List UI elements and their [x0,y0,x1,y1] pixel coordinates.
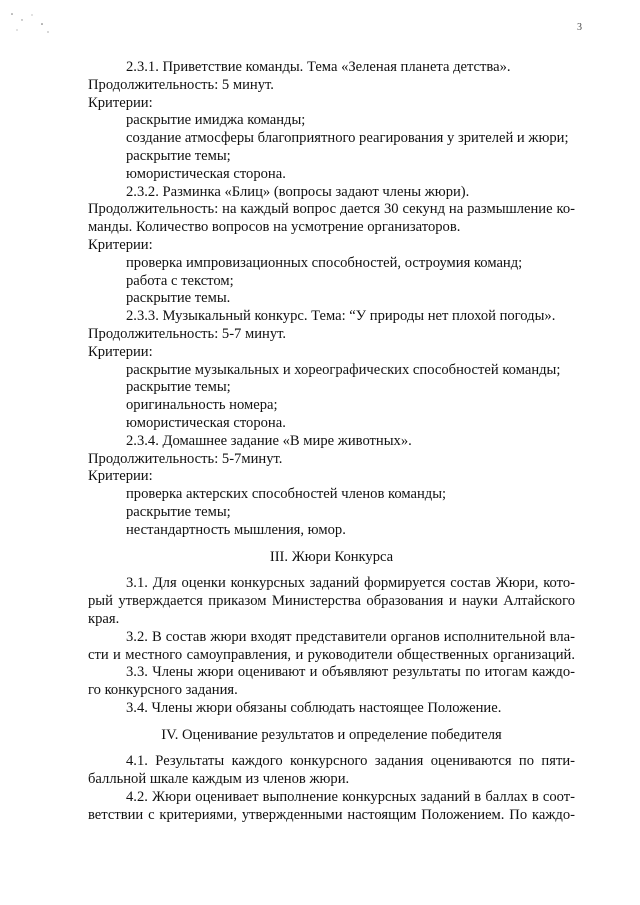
paragraph-3-1: рый утверждается приказом Министерства образования и науки Алтайского [88,593,575,610]
paragraph-3-4: 3.4. Члены жюри обязаны соблюдать настоящее Положение. [126,699,502,716]
criteria-label: Критерии: [88,236,153,253]
criteria-item: проверка актерских способностей членов команды; [126,486,447,503]
duration-line: Продолжительность: 5-7 минут. [88,325,287,342]
section-4-heading: IV. Оценивание результатов и определение победителя [161,726,502,743]
criteria-item: проверка импровизационных способностей, остроумия команд; [126,254,523,271]
subsection-2-3-3: 2.3.3. Музыкальный конкурс. Тема: “У природы нет плохой погоды». [126,308,556,325]
duration-line: Продолжительность: на каждый вопрос дается 30 секунд на размышление ко- [88,201,575,218]
criteria-item: раскрытие темы. [126,290,231,307]
paragraph-4-2: 4.2. Жюри оценивает выполнение конкурсных заданий в баллах в соот- [126,789,575,806]
paragraph-3-2: сти и местного самоуправления, и руководители общественных организаций. [88,646,575,663]
section-3-heading: III. Жюри Конкурса [269,548,394,565]
criteria-item: раскрытие имиджа команды; [126,112,306,129]
duration-line-continued: манды. Количество вопросов на усмотрение организаторов. [88,219,461,236]
criteria-item: раскрытие темы; [126,147,231,164]
paragraph-3-3: го конкурсного задания. [88,682,238,699]
criteria-item: раскрытие темы; [126,379,231,396]
criteria-label: Критерии: [88,94,153,111]
paragraph-3-1: 3.1. Для оценки конкурсных заданий формируется состав Жюри, кото- [126,575,575,592]
paragraph-4-2: ветствии с критериями, утвержденными настоящим Положением. По каждо- [88,806,575,823]
page-number: 3 [577,22,582,33]
paragraph-3-3: 3.3. Члены жюри оценивают и объявляют результаты по итогам каждо- [126,664,575,681]
paragraph-4-1: балльной шкале каждым из членов жюри. [88,771,350,788]
paragraph-3-2: 3.2. В состав жюри входят представители органов исполнительной вла- [126,628,575,645]
document-body [88,59,575,825]
duration-line: Продолжительность: 5 минут. [88,76,274,93]
scan-specks [8,8,58,38]
duration-line: Продолжительность: 5-7минут. [88,450,283,467]
paragraph-3-1: края. [88,610,120,627]
subsection-2-3-4: 2.3.4. Домашнее задание «В мире животных». [126,432,412,449]
criteria-item: юмористическая сторона. [126,414,286,431]
criteria-item: раскрытие темы; [126,503,231,520]
criteria-label: Критерии: [88,343,153,360]
criteria-item: нестандартность мышления, юмор. [126,521,346,538]
paragraph-4-1: 4.1. Результаты каждого конкурсного задания оцениваются по пяти- [126,753,575,770]
criteria-item: создание атмосферы благоприятного реагирования у зрителей и жюри; [126,130,569,147]
criteria-item: юмористическая сторона. [126,165,286,182]
criteria-label: Критерии: [88,468,153,485]
criteria-item: работа с текстом; [126,272,234,289]
subsection-2-3-1: 2.3.1. Приветствие команды. Тема «Зеленая планета детства». [126,59,511,75]
criteria-item: раскрытие музыкальных и хореографических способностей команды; [126,361,561,378]
subsection-2-3-2: 2.3.2. Разминка «Блиц» (вопросы задают члены жюри). [126,183,470,200]
criteria-item: оригинальность номера; [126,397,278,414]
